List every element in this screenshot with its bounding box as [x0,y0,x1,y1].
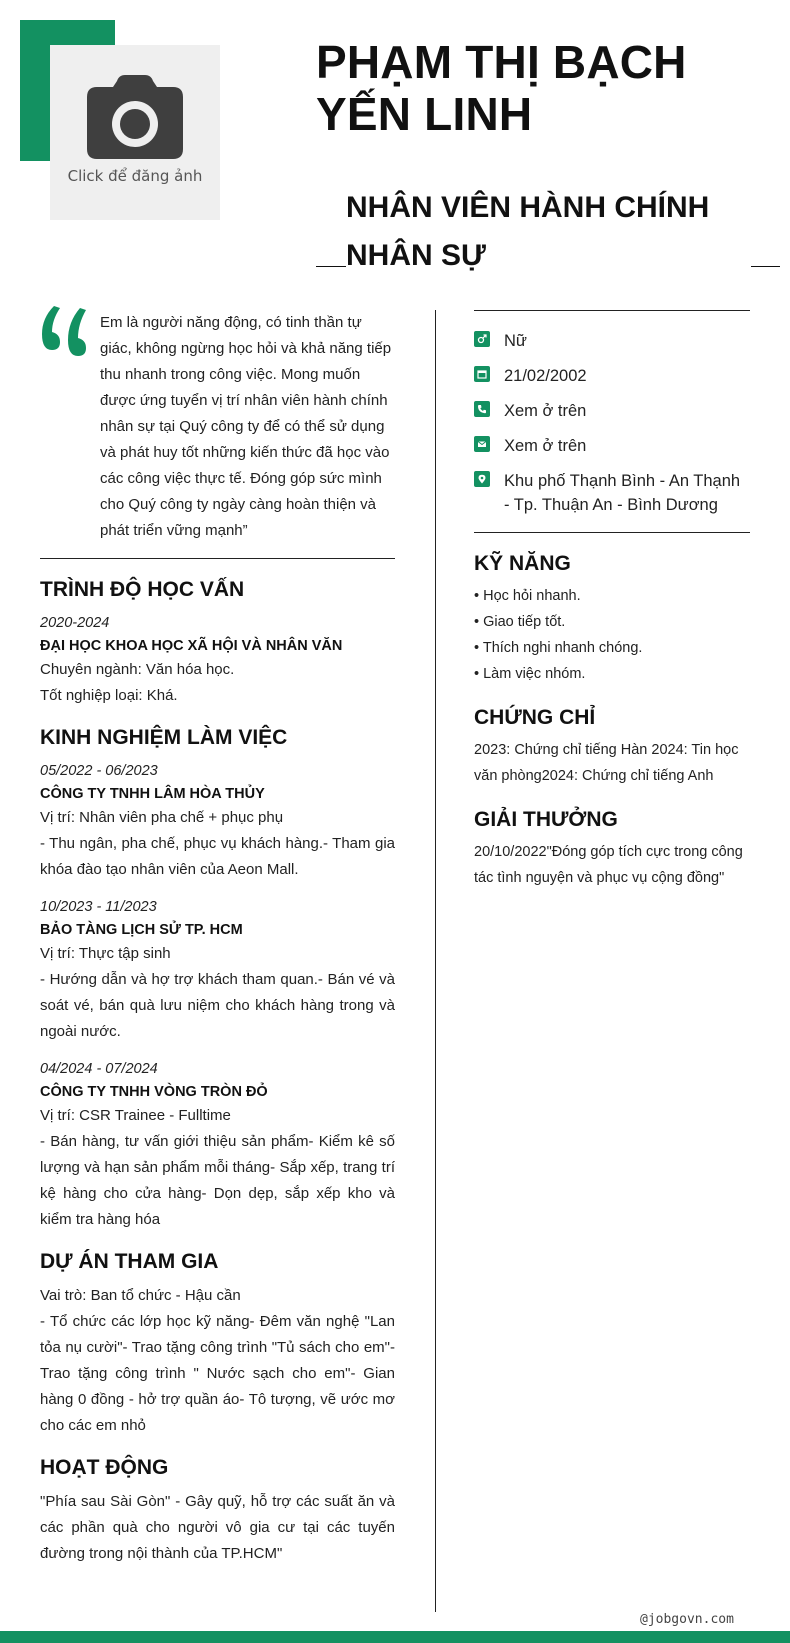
objective-divider [40,558,395,559]
education-school: ĐẠI HỌC KHOA HỌC XÃ HỘI VÀ NHÂN VĂN [40,638,343,654]
experience-company: BẢO TÀNG LỊCH SỬ TP. HCM [40,922,243,938]
contact-address [474,469,750,517]
contact-email [474,434,750,458]
education-grade: Tốt nghiệp loại: Khá. [40,687,178,704]
projects-description: - Tổ chức các lớp học kỹ năng- Đêm văn nghệ "Lan tỏa nụ cười"- Trao tặng công trình "Tủ sách cho em"- Trao tặng công trình " Nước sạch cho em"- Gian hàng 0 đồng - hở trợ quần áo- Tô tượng, vẽ ước mơ cho các em nhỏ [40,1313,395,1434]
contact-birthday [474,364,750,388]
education-date: 2020-2024 [40,615,110,631]
quote-icon [40,304,90,360]
contact-gender-text: Nữ [504,332,527,350]
photo-upload-label: Click để đăng ảnh [67,166,203,185]
contact-birthday-text: 21/02/2002 [504,367,587,385]
title-rule-left [316,266,346,267]
job-title: NHÂN VIÊN HÀNH CHÍNH NHÂN SỰ [346,191,710,272]
calendar-icon [474,366,490,382]
activities-description: "Phía sau Sài Gòn" - Gây quỹ, hỗ trợ các suất ăn và các phần quà cho người vô gia cư tại các tuyến đường trong nội thành của TP.HCM" [40,1493,395,1562]
experience-section [40,723,395,1233]
awards-text: 20/10/2022"Đóng góp tích cực trong công tác tình nguyện và phục vụ cộng đồng" [474,844,743,886]
experience-item [40,1057,395,1233]
experience-item [40,759,395,883]
photo-upload[interactable] [50,45,220,220]
certificates-title: CHỨNG CHỈ [474,706,596,729]
education-title: TRÌNH ĐỘ HỌC VẤN [40,578,245,601]
experience-company: CÔNG TY TNHH LÂM HÒA THỦY [40,786,265,802]
experience-item [40,895,395,1045]
projects-role: Vai trò: Ban tổ chức - Hậu cần [40,1287,241,1304]
phone-icon [474,401,490,417]
experience-date: 10/2023 - 11/2023 [40,899,157,915]
contact-email-text: Xem ở trên [504,437,587,455]
title-rule-right [751,266,780,267]
contact-gender [474,329,750,353]
certificates-text: 2023: Chứng chỉ tiếng Hàn 2024: Tin học văn phòng2024: Chứng chỉ tiếng Anh [474,742,739,784]
awards-title: GIẢI THƯỞNG [474,808,618,831]
career-objective: Em là người năng động, có tinh thần tự giác, không ngừng học hỏi và khả năng tiếp thu nhanh trong công việc. Mong muốn được ứng tuyển vị trí nhân viên hành chính nhân sự tại Quý công ty để có thể sử dụng và phát huy tốt những kiến thức đã học vào các công việc thực tế. Đóng góp sức mình cho Quý công ty ngày càng hoàn thiện và phát triển vững mạnh” [100,314,392,539]
camera-icon [85,73,185,161]
contact-phone [474,399,750,423]
experience-title: KINH NGHIỆM LÀM VIỆC [40,726,288,749]
contact-address-text: Khu phố Thạnh Bình - An Thạnh - Tp. Thuận An - Bình Dương [504,472,741,514]
activities-title: HOẠT ĐỘNG [40,1456,169,1479]
footer-accent-bar [0,1631,790,1643]
awards-section [474,805,750,891]
right-column [474,310,750,891]
certificates-section [474,703,750,789]
candidate-name: PHẠM THỊ BẠCH YẾN LINH [316,36,687,140]
gender-icon [474,331,490,347]
contact-block [474,311,750,532]
education-major: Chuyên ngành: Văn hóa học. [40,661,235,678]
activities-section [40,1453,395,1567]
skill-item: • Giao tiếp tốt. [474,614,566,630]
experience-position: Vị trí: Thực tập sinh [40,945,171,962]
skills-section [474,549,750,687]
experience-description: - Thu ngân, pha chế, phục vụ khách hàng.- Tham gia khóa đào tạo nhân viên của Aeon Mall. [40,835,395,878]
skills-title: KỸ NĂNG [474,552,571,575]
experience-description: - Bán hàng, tư vấn giới thiệu sản phẩm- Kiểm kê số lượng và hạn sản phẩm mỗi tháng- Sắp xếp, trang trí kệ hàng cho cửa hàng- Dọn dẹp, sắp xếp kho và kiểm tra hàng hóa [40,1133,395,1228]
education-section [40,575,395,709]
experience-position: Vị trí: Nhân viên pha chế + phục phụ [40,809,284,826]
skill-item: • Làm việc nhóm. [474,666,586,682]
experience-company: CÔNG TY TNHH VÒNG TRÒN ĐỎ [40,1084,268,1100]
objective-block [40,310,395,544]
skill-item: • Học hỏi nhanh. [474,588,581,604]
contact-phone-text: Xem ở trên [504,402,587,420]
projects-section [40,1247,395,1439]
projects-title: DỰ ÁN THAM GIA [40,1250,219,1273]
email-icon [474,436,490,452]
experience-date: 04/2024 - 07/2024 [40,1061,158,1077]
location-icon [474,471,490,487]
experience-description: - Hướng dẫn và hợ trợ khách tham quan.- Bán vé và soát vé, bán quà lưu niệm cho khách hàng trong và ngoài nước. [40,971,395,1040]
contact-bottom-divider [474,532,750,533]
left-column [40,310,395,1567]
experience-date: 05/2022 - 06/2023 [40,763,158,779]
experience-position: Vị trí: CSR Trainee - Fulltime [40,1107,231,1124]
skill-item: • Thích nghi nhanh chóng. [474,640,643,656]
column-divider [435,310,436,1612]
watermark: @jobgovn.com [640,1612,734,1627]
